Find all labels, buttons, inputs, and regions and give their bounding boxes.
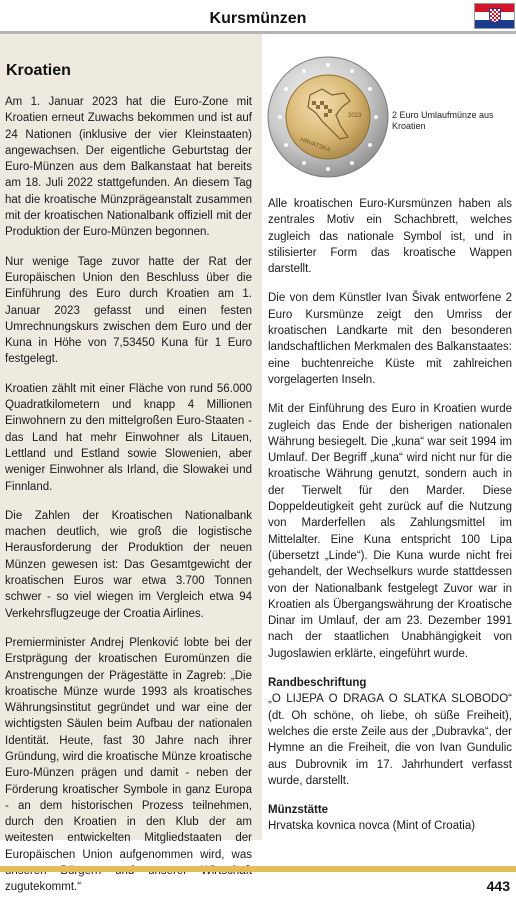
coin-inscription-country: HRVATSKA xyxy=(299,137,331,154)
paragraph: Alle kroatischen Euro-Kursmünzen haben als zentrales Motiv ein Schachbrett, welches zugleich das nationale Symbol ist, und in stilisierter Form das kroatische Wappen darstellt. xyxy=(268,198,512,276)
croatian-flag-icon xyxy=(474,3,515,29)
paragraph: Am 1. Januar 2023 hat die Euro-Zone mit Kroatien erneut Zuwachs bekommen und ist auf 24 Nationen (inklusive der vier Kleinstaaten) angewachsen. Der eigentliche Geburtstag der Euro-Münzen aus dem Balkanstaat hat bereits am 18. Juli 2022 stattgefunden. An diesem Tag hat die kroatische Münzprägeanstalt zusammen mit der kroatischen Nationalbank offiziell mit der Produktion der Euro-Münzen begonnen. xyxy=(5,96,252,239)
paragraph: Mit der Einführung des Euro in Kroatien wurde zugleich das Ende der bisherigen nationalen Währung besiegelt. Die „kuna“ war seit 1994 im Umlauf. Der Begriff „kuna“ wird nicht nur für die kroatische Währung genutzt, sondern auch in der Tierwelt für den Marder. Diese Doppeldeutigkeit geht zurück auf die Nutzung von Marderfellen als Zahlungsmittel im Mittelalter. Eine Kuna entspricht 100 Lipa (übersetzt „Linde“). Die Kuna wurde nicht frei gehandelt, der Wechselkurs wurde stattdessen von der Nationalbank festgelegt Zuvor war in Kroatien als Übergangswährung der Kroatische Dinar im Umlauf, der am 23. Dezember 1991 nach der staatlichen Unabhängigkeit von Jugoslawien erklärte, eingeführt wurde. xyxy=(268,403,512,660)
mint-text: Hrvatska kovnica novca (Mint of Croatia) xyxy=(268,820,476,833)
right-column-text xyxy=(268,196,512,848)
mint-heading: Münzstätte xyxy=(268,804,329,817)
paragraph: Kroatien zählt mit einer Fläche von rund 56.000 Quadratkilometern und knapp 4 Millionen Einwohnern zu den mittelgroßen Euro-Staaten - das Land hat mehr Einwohner als Litauen, Lettland und Estland sowie Slowenien, aber weniger Einwohner als Irland, die Slowakei und Finnland. xyxy=(5,382,252,493)
section-title: Kursmünzen xyxy=(209,10,307,27)
page-number: 443 xyxy=(486,878,510,894)
page-header xyxy=(0,0,516,33)
paragraph: Premierminister Andrej Plenković lobte bei der Erstprägung der kroatischen Euromünzen die Anstrengungen der Prägestätte in Zagreb: „Die kroatische Münze wurde 1993 als kroatisches Währungsinstitut gegründet und war eine der wichtigsten Säulen beim Aufbau der nationalen Identität. Heute, fast 30 Jahre nach ihrer Gründung, wird die kroatische Münze kroatische Euro-Münzen prägen und damit - neben der Förderung kroatischer Symbole in ganz Europa - an dem historischen Prozess teilnehmen, durch den Kroatien in den Klub der am weitesten entwickelten Mitgliedstaaten der Europäischen Union aufgenommen wird, was zugutekommt.“ xyxy=(5,636,252,894)
footer-divider xyxy=(0,866,516,872)
edge-inscription-heading: Randbeschriftung xyxy=(268,677,367,690)
coin-caption: 2 Euro Umlaufmünze aus Kroatien xyxy=(392,110,494,131)
paragraph: Nur wenige Tage zuvor hatte der Rat der Europäischen Union den Beschluss über die Einführung des Euro durch Kroatien am 1. Januar 2023 gefasst und einen festen Umrechnungskurs zwischen dem Euro und der Kuna in Höhe von 7,53450 Kuna für 1 Euro festgelegt. xyxy=(5,255,252,366)
coin-svg xyxy=(266,55,390,179)
flag-coat-of-arms-icon xyxy=(489,8,501,23)
left-column-text xyxy=(5,94,252,909)
coin-inscription-year: 2023 xyxy=(348,113,362,119)
country-heading: Kroatien xyxy=(6,62,71,79)
two-euro-coin-image xyxy=(266,55,390,179)
paragraph: Die von dem Künstler Ivan Šivak entworfene 2 Euro Kursmünze zeigt den Umriss der kroatischen Landkarte mit den besonderen landschaftlichen Merkmalen des Balkanstaates: eine buchtenreiche Küste mit zahlreichen vorgelagerten Inseln. xyxy=(268,292,512,386)
edge-inscription-text: „O LIJEPA O DRAGA O SLATKA SLOBODO“ (dt. Oh schöne, oh liebe, oh süße Freiheit), welches die erste Zeile aus der „Dubravka“, der Hymne an die Freiheit, die von Ivan Gundulic aus Dubrovnik im 17. Jahrhundert verfasst wurde, darstellt. xyxy=(268,693,512,787)
paragraph: Die Zahlen der Kroatischen Nationalbank machen deutlich, wie groß die logistische Herausforderung der Produktion der neuen Münzen gewesen ist: Das Gesamtgewicht der kroatischen Euros war etwa 3.700 Tonnen schwer - so viel wiegen im Vergleich etwa 94 Verkehrsflugzeuge der Croatia Airlines. xyxy=(5,509,252,620)
